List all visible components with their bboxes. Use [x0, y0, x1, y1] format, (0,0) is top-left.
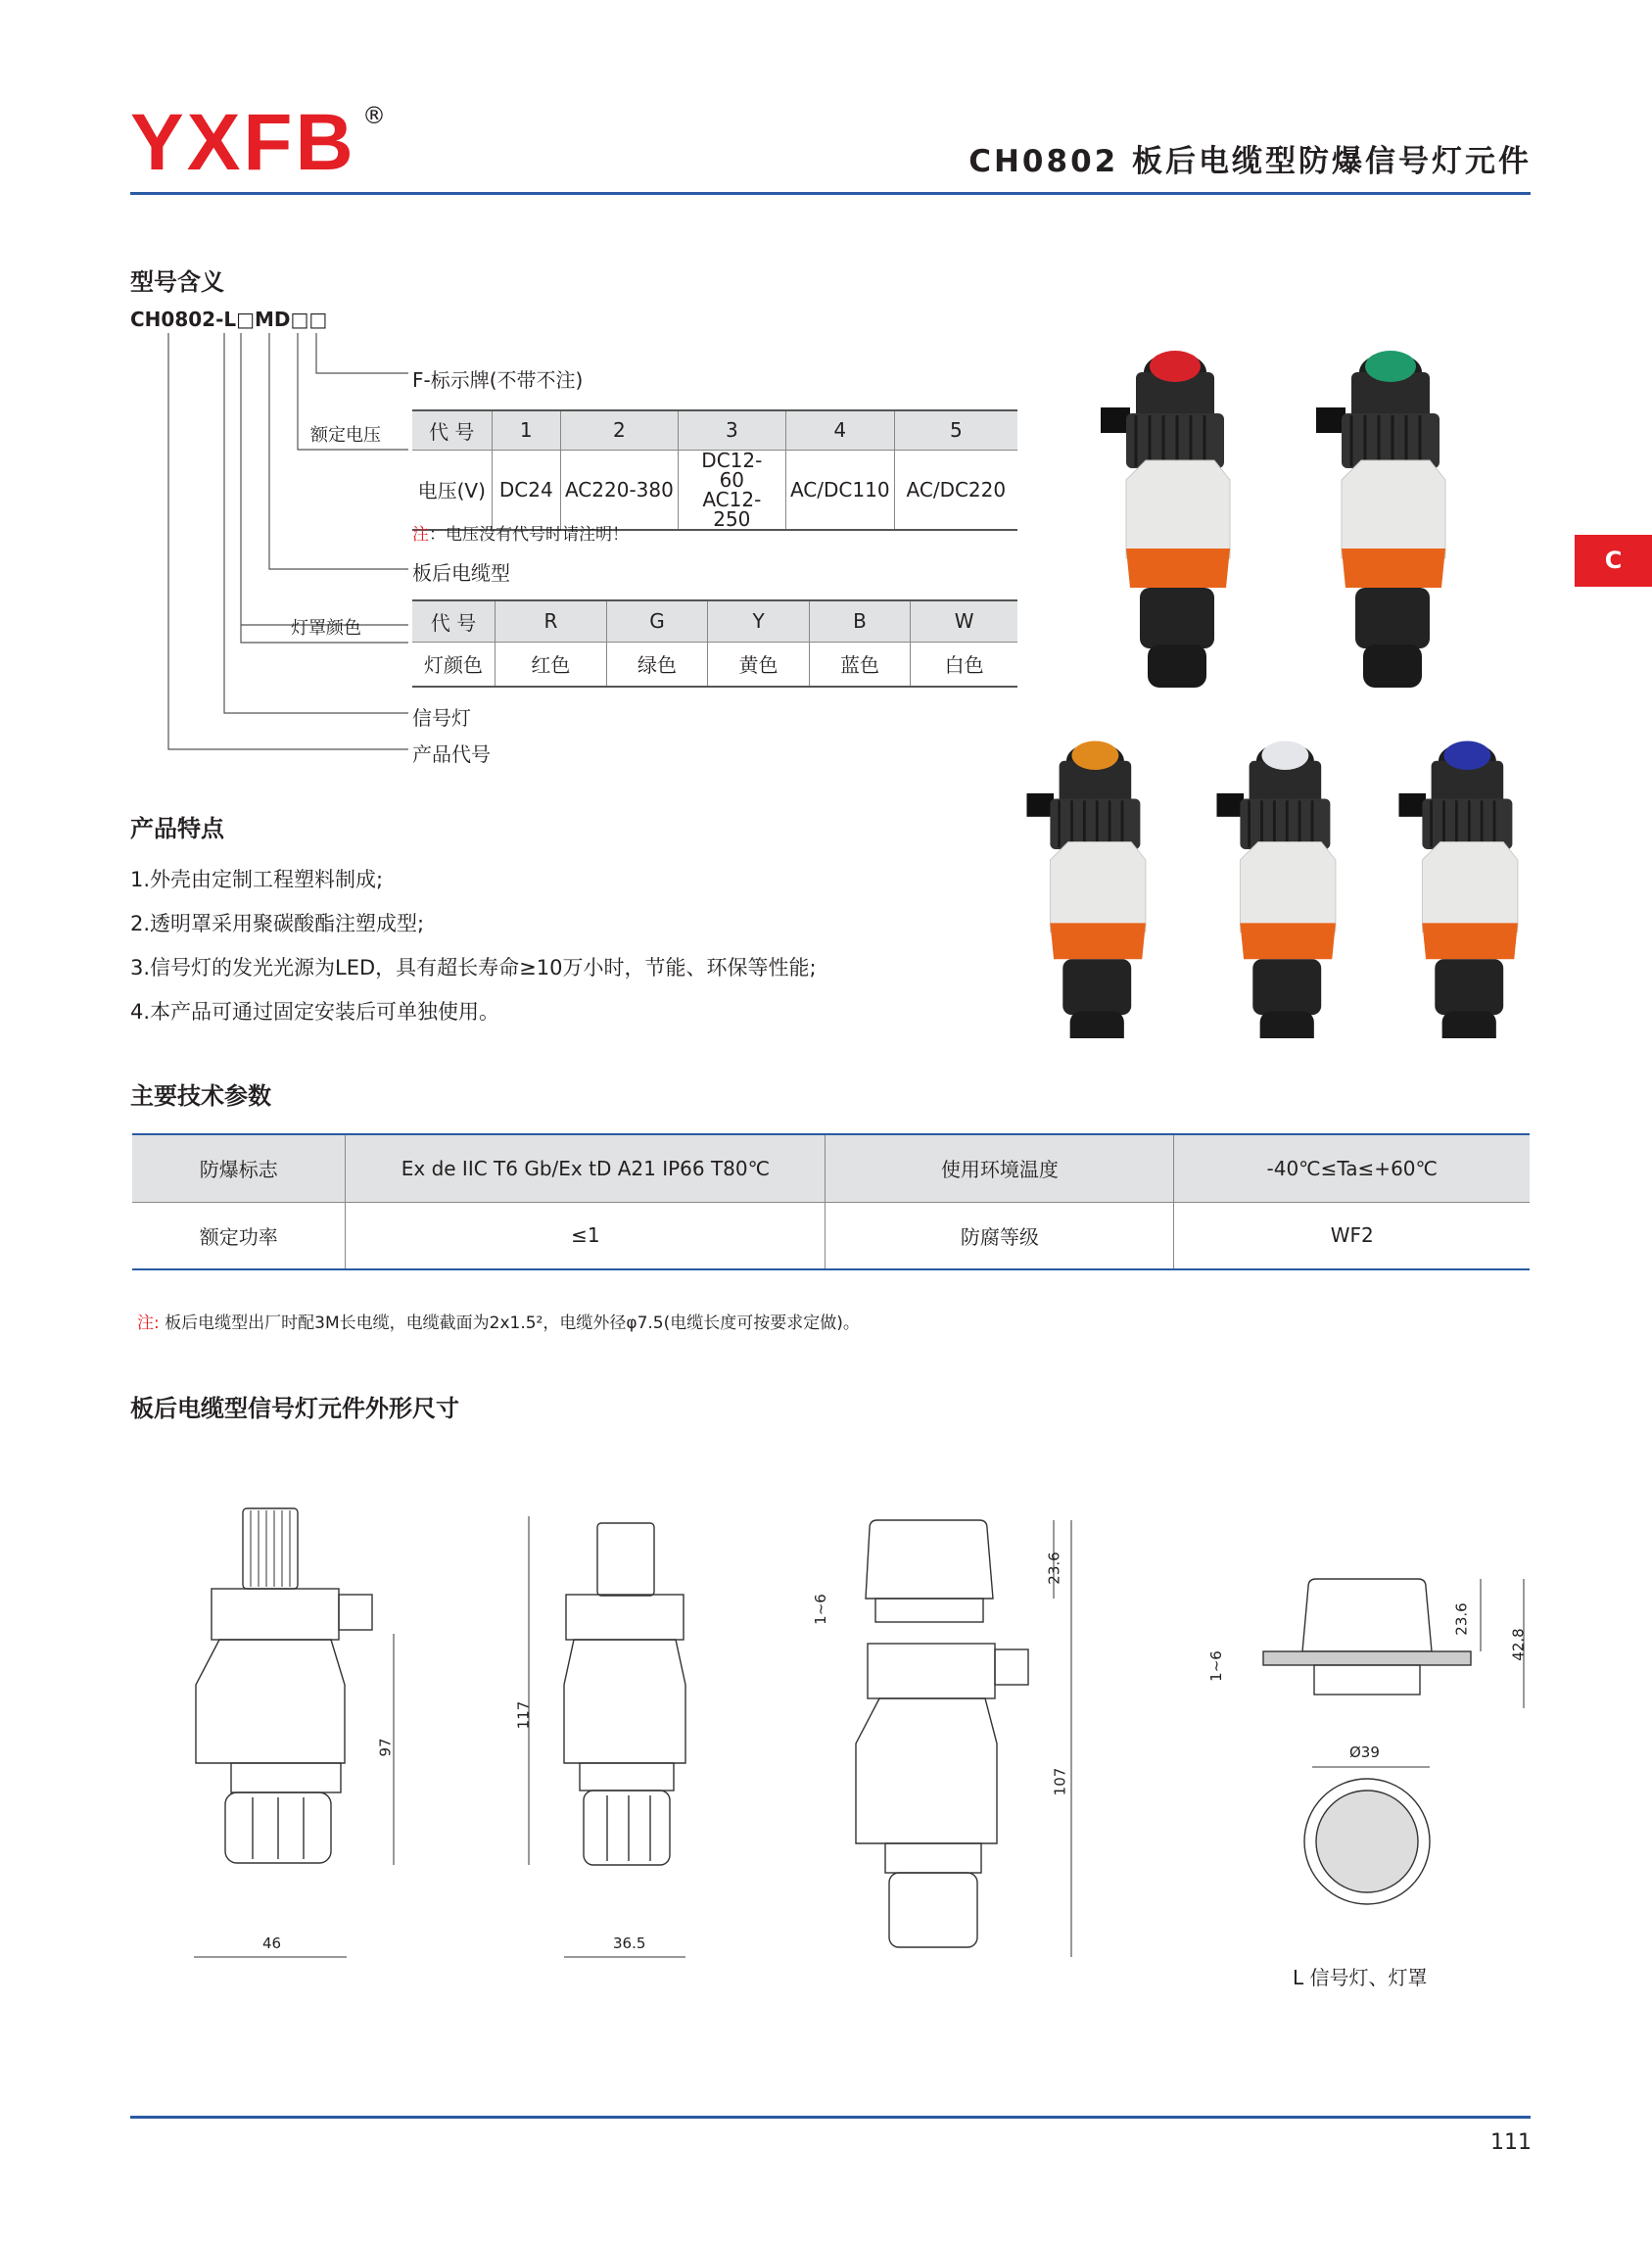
dimensions-heading: 板后电缆型信号灯元件外形尺寸 [130, 1395, 459, 1422]
label-f-sign: F-标示牌(不带不注) [412, 368, 584, 392]
label-signal-lamp: 信号灯 [412, 706, 471, 730]
dimension-drawings [0, 1469, 1652, 2018]
voltage-value-1: DC24 [492, 450, 561, 530]
voltage-header-code: 代 号 [412, 410, 492, 450]
dim-view4-lens: 23.6 [1452, 1602, 1471, 1636]
param-label-ex-mark: 防爆标志 [132, 1134, 346, 1202]
model-meaning-heading: 型号含义 [130, 268, 224, 296]
lamp-photo-red [1101, 351, 1230, 688]
color-table [412, 599, 1017, 688]
brand-logo: YXFB [130, 98, 356, 187]
label-rated-voltage: 额定电压 [310, 425, 381, 446]
param-value-ex-mark: Ex de IIC T6 Gb/Ex tD A21 IP66 T80℃ [346, 1134, 826, 1202]
voltage-value-2: AC220-380 [561, 450, 679, 530]
dim-view4-height: 42.8 [1509, 1628, 1528, 1661]
label-cable-type: 板后电缆型 [412, 561, 510, 585]
registered-mark: ® [362, 102, 386, 129]
label-cover-color: 灯罩颜色 [291, 618, 361, 639]
feature-item: 4.本产品可通过固定安装后可单独使用。 [130, 1000, 500, 1024]
note-text: 板后电缆型出厂时配3M长电缆，电缆截面为2x1.5²，电缆外径φ7.5(电缆长度可按要求定做)。 [165, 1314, 860, 1333]
note-text: ：电压没有代号时请注明！ [429, 525, 629, 545]
lamp-photo-blue [1398, 741, 1517, 1038]
color-header-code: 代 号 [412, 600, 496, 642]
note-prefix: 注 [412, 525, 429, 545]
voltage-header-1: 1 [492, 410, 561, 450]
voltage-header-5: 5 [894, 410, 1017, 450]
color-value-green: 绿色 [606, 642, 708, 687]
feature-item: 1.外壳由定制工程塑料制成; [130, 868, 384, 891]
param-value-rated-power: ≤1 [346, 1202, 826, 1269]
dim-view-3 [856, 1520, 1028, 1947]
voltage-table [412, 409, 1017, 531]
dim-view2-width: 36.5 [613, 1935, 646, 1952]
param-label-anticorrosion: 防腐等级 [826, 1202, 1174, 1269]
tech-params-note [137, 1309, 860, 1333]
dim-view2-height: 117 [514, 1700, 533, 1730]
dim-view1-width: 46 [262, 1935, 282, 1952]
label-product-code: 产品代号 [412, 742, 491, 766]
feature-item: 2.透明罩采用聚碳酸酯注塑成型; [130, 912, 425, 935]
voltage-header-3: 3 [678, 410, 785, 450]
color-header-w: W [911, 600, 1017, 642]
dim-view-2 [564, 1523, 685, 1865]
page-number: 111 [1490, 2130, 1532, 2155]
footer-rule [130, 2116, 1531, 2119]
param-label-rated-power: 额定功率 [132, 1202, 346, 1269]
voltage-note [412, 520, 629, 545]
model-code: CH0802-L□MD□□ [130, 308, 328, 331]
voltage-header-4: 4 [785, 410, 894, 450]
color-header-b: B [809, 600, 911, 642]
feature-item: 3.信号灯的发光光源为LED，具有超长寿命≥10万小时，节能、环保等性能; [130, 956, 817, 979]
color-header-y: Y [708, 600, 810, 642]
section-tab[interactable]: C [1575, 535, 1652, 587]
color-value-blue: 蓝色 [809, 642, 911, 687]
color-header-r: R [496, 600, 607, 642]
dim-view4-diameter: Ø39 [1349, 1743, 1380, 1761]
dim-view1-height: 97 [376, 1738, 395, 1757]
param-label-ambient-temp: 使用环境温度 [826, 1134, 1174, 1202]
tech-params-table [132, 1133, 1530, 1270]
dim-view4-caption: L 信号灯、灯罩 [1293, 1966, 1428, 1989]
dim-view3-lens: 23.6 [1045, 1552, 1063, 1585]
tech-params-heading: 主要技术参数 [130, 1082, 271, 1110]
dim-view-1 [196, 1508, 372, 1863]
voltage-value-3: DC12-60 AC12-250 [678, 450, 785, 530]
product-photos [1009, 333, 1557, 1038]
color-value-white: 白色 [911, 642, 1017, 687]
color-value-yellow: 黄色 [708, 642, 810, 687]
dim-view4-panel: 1~6 [1206, 1650, 1225, 1682]
dim-view3-panel: 1~6 [811, 1594, 829, 1625]
param-value-anticorrosion: WF2 [1174, 1202, 1530, 1269]
lamp-photo-white [1216, 741, 1335, 1038]
color-value-red: 红色 [496, 642, 607, 687]
color-header-g: G [606, 600, 708, 642]
voltage-value-4: AC/DC110 [785, 450, 894, 530]
lamp-photo-yellow [1026, 741, 1145, 1038]
param-value-ambient-temp: -40℃≤Ta≤+60℃ [1174, 1134, 1530, 1202]
features-heading: 产品特点 [130, 815, 224, 842]
color-row-label: 灯颜色 [412, 642, 496, 687]
page-title: CH0802 板后电缆型防爆信号灯元件 [968, 144, 1532, 179]
note-prefix: 注: [137, 1314, 160, 1333]
dim-view-4 [1263, 1579, 1471, 1904]
dim-view3-height: 107 [1051, 1767, 1069, 1796]
voltage-header-2: 2 [561, 410, 679, 450]
voltage-row-label: 电压(V) [412, 450, 492, 530]
lamp-photo-green [1316, 351, 1445, 688]
voltage-value-5: AC/DC220 [894, 450, 1017, 530]
